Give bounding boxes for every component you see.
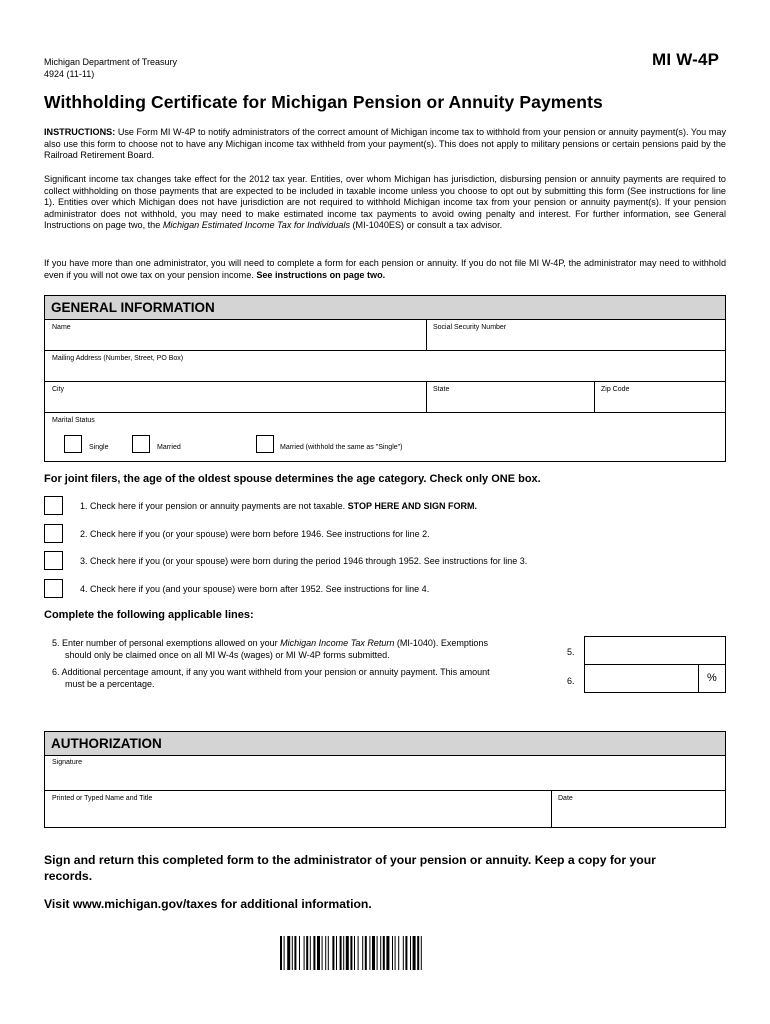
state-label: State bbox=[433, 386, 450, 393]
line-6-part-a: 6. Additional percentage amount, if any you want withheld from your pension or annuity payment. This amount bbox=[52, 667, 490, 677]
department-block bbox=[44, 56, 177, 80]
divider bbox=[45, 350, 725, 351]
single-checkbox[interactable] bbox=[64, 435, 82, 453]
instructions-paragraph-1 bbox=[44, 127, 726, 162]
instructions-label: INSTRUCTIONS: bbox=[44, 127, 116, 137]
form-code: MI W-4P bbox=[652, 50, 720, 69]
line-6-text bbox=[52, 667, 552, 690]
instructions-paragraph-2 bbox=[44, 174, 726, 232]
signature-label: Signature bbox=[52, 759, 82, 766]
option-3-label: 3. Check here if you (or your spouse) were born during the period 1946 through 1952. See instructions for line 3. bbox=[80, 556, 528, 566]
instructions-text-3a: If you have more than one administrator, you will need to complete a form for each pension or annuity. If you do not file MI W-4P, the administrator may need to withhold even if you will not owe tax on your pension income. bbox=[44, 258, 726, 280]
barcode-icon bbox=[280, 936, 505, 970]
option-1-checkbox[interactable] bbox=[44, 496, 63, 515]
option-4-label: 4. Check here if you (and your spouse) were born after 1952. See instructions for line 4. bbox=[80, 584, 430, 594]
name-label: Name bbox=[52, 324, 71, 331]
line-5-part-b: (MI-1040). Exemptions bbox=[396, 638, 488, 648]
page-title: Withholding Certificate for Michigan Pension or Annuity Payments bbox=[44, 92, 603, 112]
line-6-part-b: must be a percentage. bbox=[65, 678, 155, 689]
general-information-header: GENERAL INFORMATION bbox=[45, 296, 725, 320]
line-5-part-c: should only be claimed once on all MI W-4s (wages) or MI W-4P forms submitted. bbox=[65, 649, 390, 660]
divider bbox=[426, 320, 427, 351]
option-1-text bbox=[80, 501, 477, 511]
option-1-stop: STOP HERE AND SIGN FORM. bbox=[347, 501, 478, 511]
line-5-text bbox=[52, 638, 552, 661]
joint-filers-heading: For joint filers, the age of the oldest spouse determines the age category. Check only ONE box. bbox=[44, 473, 541, 485]
divider bbox=[594, 381, 595, 412]
date-label: Date bbox=[558, 795, 573, 802]
married-withhold-single-checkbox[interactable] bbox=[256, 435, 274, 453]
option-2-checkbox[interactable] bbox=[44, 524, 63, 543]
general-information-section bbox=[44, 295, 726, 462]
instructions-text-2-italic: Michigan Estimated Income Tax for Individuals bbox=[162, 220, 350, 231]
married-label: Married bbox=[157, 444, 181, 451]
form-number: 4924 (11-11) bbox=[44, 69, 95, 79]
divider bbox=[45, 790, 725, 791]
divider bbox=[45, 381, 725, 382]
city-label: City bbox=[52, 386, 65, 393]
department-name: Michigan Department of Treasury bbox=[44, 57, 178, 67]
zip-label: Zip Code bbox=[601, 386, 630, 393]
percent-sign: % bbox=[707, 672, 717, 684]
option-3-checkbox[interactable] bbox=[44, 551, 63, 570]
authorization-section bbox=[44, 731, 726, 828]
line-6-number: 6. bbox=[567, 676, 575, 686]
instructions-text-1: Use Form MI W-4P to notify administrators of the correct amount of Michigan income tax to withhold from your pension or annuity payment(s). You may also use this form to choose not to have any Michigan income tax withheld from your payment(s). This does not apply to military pensions or certain pensions paid by the Railroad Retirement Board. bbox=[44, 127, 726, 161]
marital-status-label: Marital Status bbox=[52, 417, 95, 424]
instructions-text-3-bold: See instructions on page two. bbox=[256, 269, 386, 280]
option-2-label: 2. Check here if you (or your spouse) were born before 1946. See instructions for line 2. bbox=[80, 529, 430, 539]
option-1-label: 1. Check here if your pension or annuity payments are not taxable. bbox=[80, 501, 346, 511]
married-checkbox[interactable] bbox=[132, 435, 150, 453]
single-label: Single bbox=[89, 444, 109, 451]
authorization-header: AUTHORIZATION bbox=[45, 732, 725, 756]
line-6-input[interactable] bbox=[584, 664, 726, 693]
line-5-part-a: 5. Enter number of personal exemptions allowed on your bbox=[52, 638, 278, 648]
divider bbox=[698, 665, 699, 692]
divider bbox=[551, 790, 552, 827]
line-5-number: 5. bbox=[567, 647, 575, 657]
divider bbox=[45, 412, 725, 413]
applicable-lines-heading: Complete the following applicable lines: bbox=[44, 609, 254, 621]
visit-website: Visit www.michigan.gov/taxes for additional information. bbox=[44, 897, 372, 911]
option-4-checkbox[interactable] bbox=[44, 579, 63, 598]
married-withhold-single-label: Married (withhold the same as "Single") bbox=[280, 444, 403, 451]
instructions-text-2b: (MI-1040ES) or consult a tax advisor. bbox=[352, 220, 503, 231]
instructions-paragraph-3 bbox=[44, 258, 726, 281]
ssn-label: Social Security Number bbox=[433, 324, 507, 331]
line-5-input[interactable] bbox=[584, 636, 726, 665]
sign-return-instruction: Sign and return this completed form to the administrator of your pension or annuity. Keep a copy for your records. bbox=[44, 853, 656, 883]
printed-name-label: Printed or Typed Name and Title bbox=[52, 795, 153, 802]
address-label: Mailing Address (Number, Street, PO Box) bbox=[52, 355, 184, 362]
instructions-text-2a: Significant income tax changes take effect for the 2012 tax year. Entities, over whom Michigan has jurisdiction, disbursing pension or annuity payments are required to collect withholding on those payments that are expected to be included in taxable income unless you choose to opt out by submitting this form (See instructions for line 1). Entities over which Michigan does not have jurisdiction are not required to withhold Michigan income tax from your pension or annuity payment(s). If your pension administrator does not withhold, you may need to make estimated income tax payments to avoid owing penalty and interest. For further information, see General Instructions on page two, the bbox=[44, 174, 726, 231]
line-5-italic: Michigan Income Tax Return bbox=[280, 638, 395, 648]
divider bbox=[426, 381, 427, 412]
